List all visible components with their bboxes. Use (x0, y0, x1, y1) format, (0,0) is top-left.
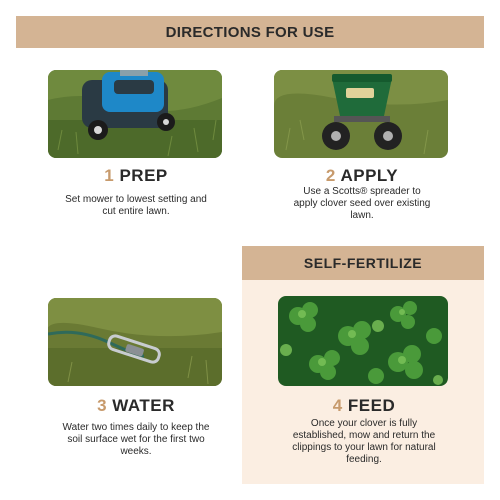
directions-title: DIRECTIONS FOR USE (165, 23, 335, 41)
step-4-title (264, 396, 464, 416)
step-3-label: WATER (112, 396, 175, 415)
step-1-description: Set mower to lowest setting and cut entire lawn. (65, 194, 207, 217)
step-2-title (262, 166, 462, 186)
step-2-number: 2 (325, 166, 336, 185)
step-4-description: Once your clover is fully established, mow and return the clippings to your lawn for natural feeding. (292, 418, 436, 465)
step-3-number: 3 (97, 396, 108, 415)
directions-banner (16, 16, 484, 48)
spreader-photo (274, 70, 448, 158)
step-3-description: Water two times daily to keep the soil surface wet for the first two weeks. (62, 422, 210, 457)
step-2-label: APPLY (340, 166, 399, 185)
self-fertilize-banner (242, 246, 484, 280)
step-4-number: 4 (332, 396, 343, 415)
step-1-number: 1 (104, 166, 115, 185)
step-3-title (36, 396, 236, 416)
clover-photo (278, 296, 448, 386)
lawn-mower-photo (48, 70, 222, 158)
self-fertilize-title: SELF-FERTILIZE (303, 255, 423, 271)
step-4-label: FEED (347, 396, 396, 415)
sprinkler-photo (48, 298, 222, 386)
step-2-description: Use a Scotts® spreader to apply clover seed over existing lawn. (293, 186, 431, 221)
step-1-title (36, 166, 236, 186)
step-1-label: PREP (119, 166, 168, 185)
